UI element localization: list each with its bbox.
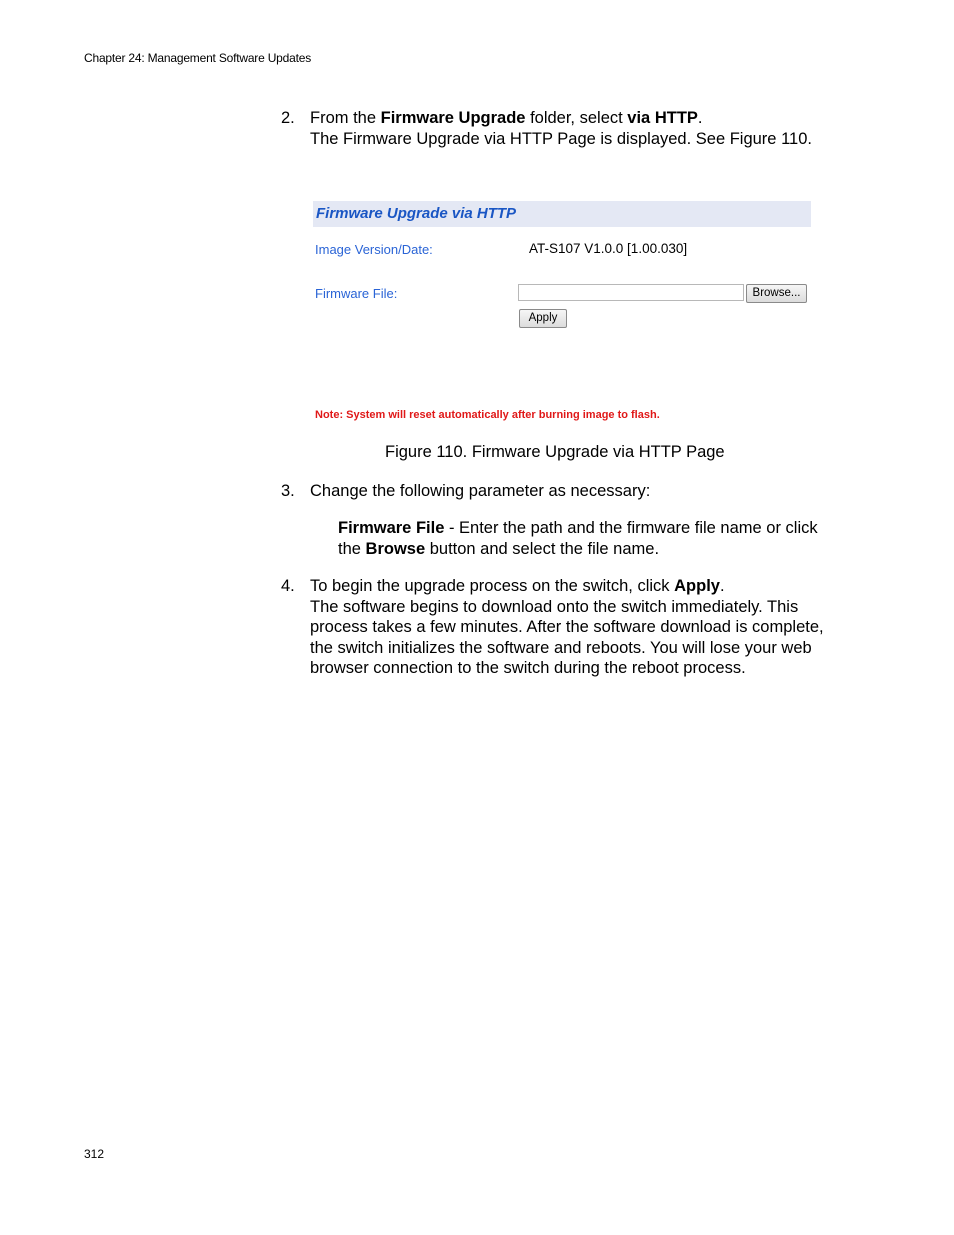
reset-note: Note: System will reset automatically after burning image to flash. [315, 409, 660, 421]
image-version-label: Image Version/Date: [315, 242, 433, 257]
text-segment: the [338, 539, 366, 558]
folder-name: Firmware Upgrade [380, 109, 526, 127]
step-number: 4. [281, 577, 295, 595]
image-version-value: AT-S107 V1.0.0 [1.00.030] [529, 241, 688, 256]
step-number: 3. [281, 482, 295, 500]
step-instruction [310, 108, 850, 129]
step-detail-line: browser connection to the switch during the reboot process. [310, 659, 746, 677]
text-segment: - Enter the path and the firmware file name or click [444, 519, 818, 537]
text-segment: To begin the upgrade process on the switch, click [310, 577, 675, 595]
text-segment: From the [310, 109, 381, 127]
step-instruction [310, 576, 850, 597]
step-body [310, 576, 850, 679]
step-detail-line: the switch initializes the software and reboots. You will lose your web [310, 638, 812, 657]
browse-button[interactable]: Browse... [746, 284, 807, 303]
firmware-file-label: Firmware File: [315, 286, 398, 301]
button-name: Apply [674, 577, 720, 595]
button-name: Browse [365, 539, 426, 558]
figure-firmware-upgrade [313, 201, 811, 429]
param-line-2 [338, 539, 818, 560]
text-segment: folder, select [525, 109, 628, 127]
figure-title-bar [313, 201, 811, 227]
figure-caption: Figure 110. Firmware Upgrade via HTTP Page [385, 443, 725, 461]
apply-button[interactable]: Apply [519, 309, 567, 328]
menu-item-name: via HTTP [627, 109, 698, 127]
step-detail-line: process takes a few minutes. After the software download is complete, [310, 618, 824, 636]
running-header: Chapter 24: Management Software Updates [84, 51, 312, 65]
step-body [310, 481, 850, 502]
firmware-file-input[interactable] [518, 284, 744, 301]
text-segment: . [719, 577, 725, 595]
step-number: 2. [281, 109, 295, 127]
page-number: 312 [84, 1147, 105, 1161]
parameter-name: Firmware File [338, 519, 445, 537]
text-segment: . [697, 109, 703, 127]
param-line-1 [338, 518, 818, 539]
step-instruction: Change the following parameter as necessary: [310, 482, 651, 500]
parameter-description [338, 518, 818, 559]
step-detail-line: The software begins to download onto the switch immediately. This [310, 597, 799, 616]
figure-title: Firmware Upgrade via HTTP [316, 205, 517, 222]
step-body [310, 108, 850, 149]
step-result: The Firmware Upgrade via HTTP Page is displayed. See Figure 110. [310, 129, 812, 148]
text-segment: button and select the file name. [425, 539, 660, 558]
